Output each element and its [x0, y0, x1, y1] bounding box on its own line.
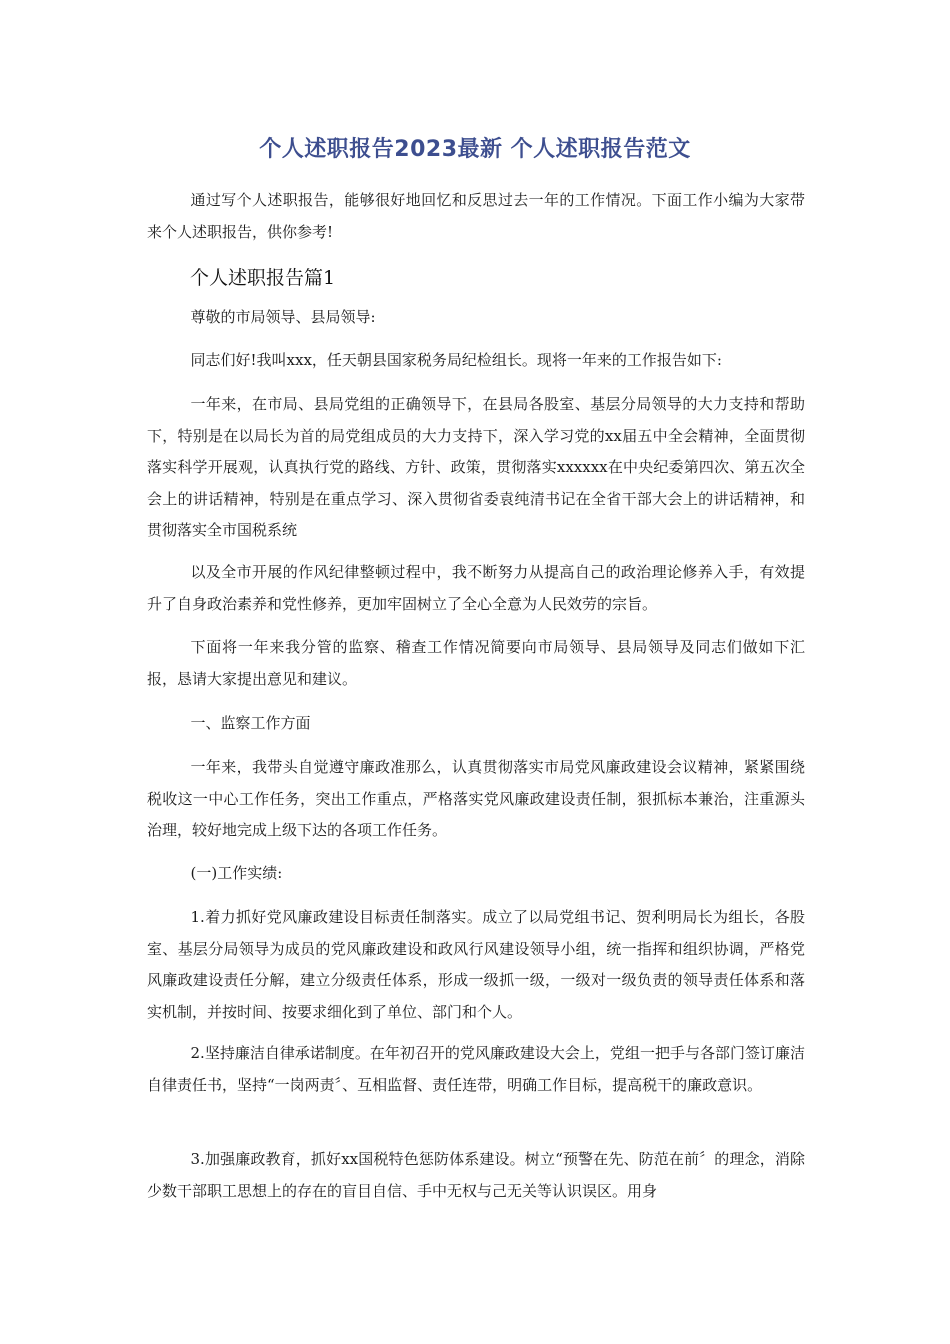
body-paragraph-2: 以及全市开展的作风纪律整顿过程中，我不断努力从提高自己的政治理论修养入手，有效提升了自身政治素养和党性修养，更加牢固树立了全心全意为人民效劳的宗旨。 — [147, 563, 805, 613]
greeting-paragraph: 同志们好!我叫xxx，任天朝县国家税务局纪检组长。现将一年来的工作报告如下: — [190, 351, 722, 369]
intro-paragraph: 通过写个人述职报告，能够很好地回忆和反思过去一年的工作情况。下面工作小编为大家带来个人述职报告，供你参考! — [147, 191, 805, 241]
section-heading: 个人述职报告篇1 — [190, 267, 336, 289]
list-item-2: 2.坚持廉洁自律承诺制度。在年初召开的党风廉政建设大会上，党组一把手与各部门签订廉洁自律责任书，坚持“一岗两责〞、互相监督、责任连带，明确工作目标，提高税干的廉政意识。 — [147, 1044, 805, 1094]
subsection-heading-supervision: 一、监察工作方面 — [190, 714, 311, 732]
list-item-3: 3.加强廉政教育，抓好xx国税特色惩防体系建设。树立“预警在先、防范在前〞的理念，消除少数干部职工思想上的存在的盲目自信、手中无权与己无关等认识误区。用身 — [147, 1150, 805, 1200]
document-title: 个人述职报告2023最新 个人述职报告范文 — [259, 137, 691, 162]
salutation-paragraph: 尊敬的市局领导、县局领导: — [190, 308, 376, 326]
body-paragraph-3: 下面将一年来我分管的监察、稽查工作情况简要向市局领导、县局领导及同志们做如下汇报，恳请大家提出意见和建议。 — [147, 638, 805, 688]
list-item-1: 1.着力抓好党风廉政建设目标责任制落实。成立了以局党组书记、贺利明局长为组长，各股室、基层分局领导为成员的党风廉政建设和政风行风建设领导小组，统一指挥和组织协调，严格党风廉政建设责任分解，建立分级责任体系，形成一级抓一级，一级对一级负责的领导责任体系和落实机制，并按时间、按要求细化到了单位、部门和个人。 — [147, 908, 805, 1021]
body-paragraph-1: 一年来，在市局、县局党组的正确领导下，在县局各股室、基层分局领导的大力支持和帮助下，特别是在以局长为首的局党组成员的大力支持下，深入学习党的xx届五中全会精神，全面贯彻落实科学开展观，认真执行党的路线、方针、政策，贯彻落实xxxxxx在中央纪委第四次、第五次全会上的讲话精神，特别是在重点学习、深入贯彻省委袁纯清书记在全省干部大会上的讲话精神，和贯彻落实全市国税系统 — [147, 395, 805, 539]
body-paragraph-4: 一年来，我带头自觉遵守廉政准那么，认真贯彻落实市局党风廉政建设会议精神，紧紧围绕税收这一中心工作任务，突出工作重点，严格落实党风廉政建设责任制，狠抓标本兼治，注重源头治理，较好地完成上级下达的各项工作任务。 — [147, 758, 805, 839]
subsection-heading-achievements: (一)工作实绩: — [190, 864, 283, 882]
